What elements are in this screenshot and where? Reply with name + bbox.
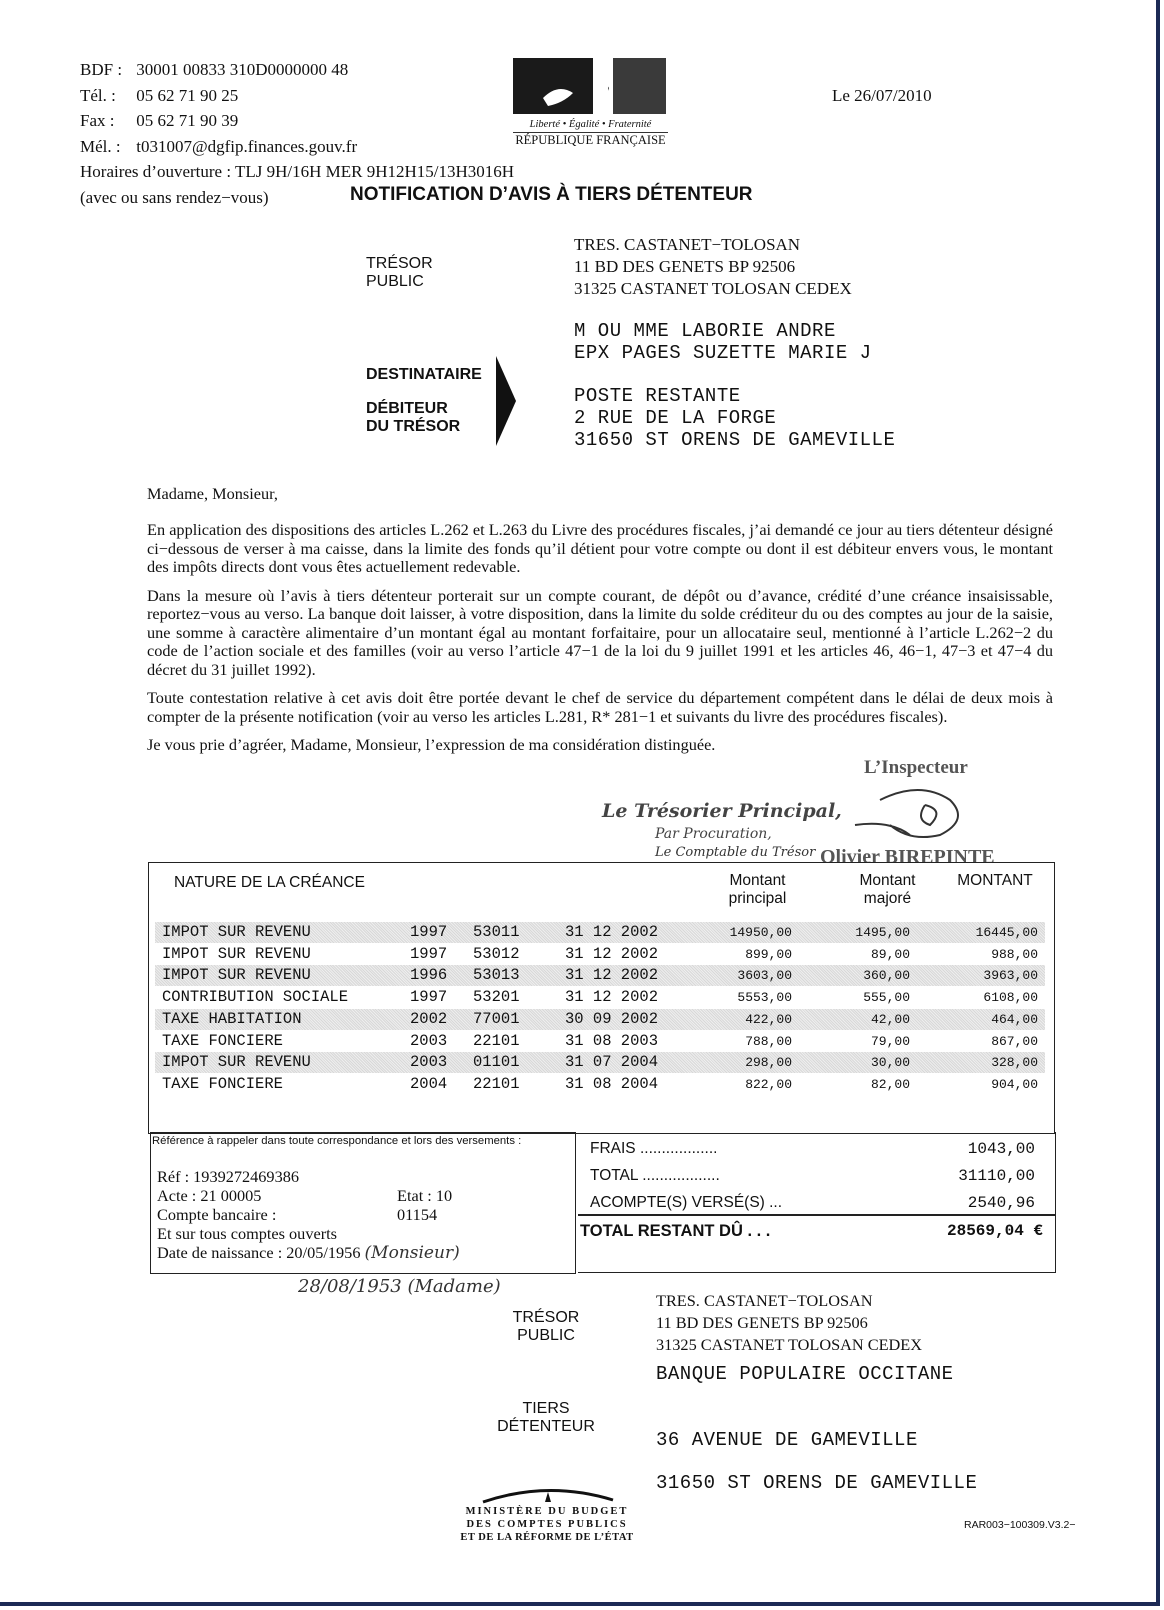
opening-hours: Horaires d’ouverture : TLJ 9H/16H MER 9H12H15/13H3016H [80, 162, 515, 181]
handwritten-monsieur: (Monsieur) [364, 1243, 460, 1263]
republique-logo [513, 58, 668, 148]
sender-address [574, 234, 852, 300]
cell-date: 31 08 2003 [565, 1031, 659, 1050]
ministry-line: MINISTÈRE DU BUDGET [465, 1506, 629, 1517]
salutation: Madame, Monsieur, [147, 484, 278, 503]
table-row [155, 1074, 1045, 1095]
cell-date: 31 12 2002 [565, 988, 659, 1007]
ministry-line: ET DE LA RÉFORME DE L’ÉTAT [460, 1532, 634, 1543]
all-accounts-note: Et sur tous comptes ouverts [157, 1224, 337, 1243]
cell-nature: IMPOT SUR REVENU [162, 966, 311, 985]
recipient-name: EPX PAGES SUZETTE MARIE J [574, 342, 872, 364]
signature-printed: Le Comptable du Trésor [655, 845, 816, 860]
address-line: 31325 CASTANET TOLOSAN CEDEX [574, 279, 852, 298]
totals-divider [578, 1214, 1055, 1216]
cell-year: 1997 [410, 944, 448, 963]
label-line: TIERS [522, 1400, 570, 1417]
cell-montant: 867,00 [991, 1033, 1038, 1049]
sender-label [366, 255, 433, 291]
letter-body [147, 521, 1053, 765]
stamp-title: Le Trésorier Principal, [602, 800, 842, 822]
address-line: 2 RUE DE LA FORGE [574, 407, 777, 429]
cell-principal: 3603,00 [737, 968, 792, 984]
debtor-label-line: DU TRÉSOR [366, 418, 461, 435]
table-row [155, 1031, 1045, 1052]
cell-date: 31 12 2002 [565, 944, 659, 963]
appointment-note: (avec ou sans rendez−vous) [80, 187, 269, 207]
tel-value: 05 62 71 90 25 [136, 85, 239, 105]
recipient-address [574, 385, 895, 451]
handwritten-madame: 28/08/1953 (Madame) [298, 1276, 501, 1297]
address-line: TRES. CASTANET−TOLOSAN [574, 235, 801, 254]
etat-number: Etat : 10 01154 [397, 1186, 453, 1224]
header-line: majoré [863, 890, 912, 907]
cell-year: 2003 [410, 1031, 448, 1050]
header-line: principal [728, 890, 787, 907]
debtor-label [366, 400, 460, 436]
cell-code: 53201 [473, 988, 520, 1007]
cell-principal: 14950,00 [729, 925, 792, 940]
cell-code: 22101 [473, 1031, 520, 1050]
cell-principal: 5553,00 [737, 990, 792, 1006]
cell-majore: 89,00 [870, 946, 910, 962]
total-value: 31110,00 [958, 1167, 1035, 1185]
tiers-sender-label [512, 1309, 580, 1345]
paragraph: En application des dispositions des articles L.262 et L.263 du Livre des procédures fiscales, j’ai demandé ce jour au tiers détenteur désigné ci−dessous de verser à ma caisse, dans la limite des fonds qu’il détient pour votre compte ou dont il est débiteur envers vous, le montant des impôts directs dont vous êtes actuellement redevable. [147, 520, 1053, 576]
cell-year: 2002 [410, 1009, 448, 1028]
header-line: Montant [729, 872, 786, 889]
cell-nature: TAXE FONCIERE [162, 1031, 283, 1050]
fax-value: 05 62 71 90 39 [136, 111, 239, 130]
cell-year: 1997 [410, 923, 448, 941]
acompte-value: 2540,96 [967, 1194, 1035, 1212]
cell-montant: 988,00 [991, 946, 1038, 962]
paragraph: Je vous prie d’agréer, Madame, Monsieur, l’expression de ma considération distinguée. [147, 735, 716, 754]
mel-value: t031007@dgfip.finances.gouv.fr [136, 136, 358, 156]
header-majore [850, 872, 925, 908]
header-line: Montant [859, 872, 916, 889]
cell-code: 77001 [473, 1009, 520, 1028]
recipient-names [574, 320, 872, 364]
frais-label: FRAIS .................. [590, 1140, 718, 1157]
cell-nature: CONTRIBUTION SOCIALE [162, 988, 349, 1007]
remaining-line [580, 1222, 1047, 1241]
cell-majore: 30,00 [870, 1055, 910, 1071]
cell-year: 2003 [410, 1053, 448, 1072]
acompte-label: ACOMPTE(S) VERSÉ(S) ... [590, 1194, 783, 1211]
header-montant: MONTANT [957, 872, 1033, 889]
cell-montant: 16445,00 [975, 925, 1038, 940]
cell-majore: 1495,00 [855, 925, 910, 940]
cell-date: 30 09 2002 [565, 1009, 659, 1028]
acompte-line [590, 1194, 1047, 1212]
cell-principal: 899,00 [745, 946, 792, 962]
address-line: TRES. CASTANET−TOLOSAN [656, 1291, 873, 1310]
reference-number: Réf : 1939272469386 [157, 1167, 299, 1186]
cell-montant: 6108,00 [983, 990, 1038, 1006]
cell-code: 53011 [473, 923, 520, 941]
birth-date: Date de naissance : 20/05/1956 [157, 1243, 361, 1262]
total-label: TOTAL .................. [590, 1167, 720, 1184]
paragraph: Toute contestation relative à cet avis doit être portée devant le chef de service du département compétent dans le délai de deux mois à compter de la présente notification (voir au verso les articles L.281, R* 281−1 et suivants du livre des procédures fiscales). [147, 688, 1053, 726]
debtor-label-line: DÉBITEUR [366, 400, 448, 417]
cell-year: 1996 [410, 966, 448, 985]
bank-address-city: 31650 ST ORENS DE GAMEVILLE [656, 1472, 978, 1494]
mel-label: Mél. : [80, 136, 121, 156]
bank-account-label: Compte bancaire : [157, 1205, 277, 1224]
cell-principal: 822,00 [745, 1076, 792, 1092]
bank-address-street: 36 AVENUE DE GAMEVILLE [656, 1429, 918, 1451]
ministry-line: DES COMPTES PUBLICS [466, 1519, 628, 1530]
cell-majore: 555,00 [863, 990, 910, 1006]
letter-date: Le 26/07/2010 [832, 86, 932, 105]
ministry-logo-icon [478, 1480, 618, 1504]
label-line: DÉTENTEUR [497, 1418, 595, 1435]
cell-date: 31 12 2002 [565, 923, 659, 941]
tiers-label [496, 1400, 596, 1436]
cell-principal: 298,00 [745, 1055, 792, 1071]
bank-name: BANQUE POPULAIRE OCCITANE [656, 1363, 954, 1385]
address-line: 11 BD DES GENETS BP 92506 [656, 1313, 868, 1332]
marianne-icon [513, 58, 668, 114]
stamp-procuration: Par Procuration, [655, 826, 772, 842]
reference-caption: Référence à rappeler dans toute correspondance et lors des versements : [152, 1135, 522, 1147]
label-line: PUBLIC [517, 1327, 575, 1344]
address-line: 31650 ST ORENS DE GAMEVILLE [574, 429, 896, 451]
remaining-label: TOTAL RESTANT DÛ . . . [580, 1222, 771, 1240]
sender-label-line: TRÉSOR [366, 255, 433, 272]
header-nature: NATURE DE LA CRÉANCE [174, 874, 365, 891]
header-principal [720, 872, 795, 908]
total-line [590, 1167, 1047, 1185]
cell-year: 1997 [410, 988, 448, 1007]
cell-nature: IMPOT SUR REVENU [162, 1053, 311, 1072]
address-line: 31325 CASTANET TOLOSAN CEDEX [656, 1335, 922, 1354]
sender-label-line: PUBLIC [366, 273, 424, 290]
recipient-label: DESTINATAIRE [366, 366, 482, 383]
ministry-name [452, 1505, 642, 1544]
cell-montant: 464,00 [991, 1011, 1038, 1027]
tiers-sender-address [656, 1290, 922, 1356]
address-line: POSTE RESTANTE [574, 385, 741, 407]
document-title: NOTIFICATION D’AVIS À TIERS DÉTENTEUR [350, 184, 753, 205]
cell-majore: 42,00 [870, 1011, 910, 1027]
arrow-right-icon [494, 356, 518, 446]
cell-code: 01101 [473, 1053, 520, 1072]
cell-principal: 422,00 [745, 1011, 792, 1027]
table-row [155, 965, 1045, 986]
handwritten-signature [850, 780, 980, 850]
bdf-value: 30001 00833 310D0000000 48 [136, 60, 349, 79]
cell-montant: 3963,00 [983, 968, 1038, 984]
cell-date: 31 08 2004 [565, 1074, 659, 1093]
cell-majore: 360,00 [863, 968, 910, 984]
paragraph: Dans la mesure où l’avis à tiers détenteur porterait sur un compte courant, de dépôt ou d’avance, crédité d’une créance insaisissable, reportez−vous au verso. La banque doit laisser, à votre disposition, dans la limite du solde créditeur du ou des comptes au jour de la saisie, une somme à caractère alimentaire d’un montant égal au montant forfaitaire, pour un allocataire seul, mentionné à l’article L.262−2 du code de l’action sociale et des familles (voir au verso l’article 47−1 de la loi du 9 juillet 1991 et les articles 46, 46−1, 47−3 et 47−4 du décret du 31 juillet 1992). [147, 585, 1053, 679]
cell-montant: 904,00 [991, 1076, 1038, 1092]
tel-label: Tél. : [80, 85, 116, 105]
cell-majore: 79,00 [870, 1033, 910, 1049]
table-row [155, 922, 1045, 943]
recipient-name: M OU MME LABORIE ANDRE [574, 320, 836, 342]
form-code: RAR003−100309.V3.2− [964, 1519, 1076, 1531]
cell-year: 2004 [410, 1074, 448, 1093]
frais-value: 1043,00 [967, 1140, 1035, 1158]
address-line: 11 BD DES GENETS BP 92506 [574, 257, 796, 276]
cell-code: 53013 [473, 966, 520, 985]
cell-code: 53012 [473, 944, 520, 963]
cell-nature: TAXE HABITATION [162, 1009, 302, 1028]
acte-number: Acte : 21 00005 [157, 1186, 262, 1205]
table-row [155, 1009, 1045, 1030]
cell-nature: IMPOT SUR REVENU [162, 923, 311, 941]
cell-nature: TAXE FONCIERE [162, 1074, 283, 1093]
cell-date: 31 07 2004 [565, 1053, 659, 1072]
remaining-value: 28569,04 € [946, 1222, 1043, 1240]
logo-motto: Liberté • Égalité • Fraternité [529, 119, 652, 130]
fax-label: Fax : [80, 111, 115, 130]
bdf-label: BDF : [80, 60, 123, 79]
inspector-title: L’Inspecteur [864, 757, 968, 778]
cell-majore: 82,00 [870, 1076, 910, 1092]
cell-nature: IMPOT SUR REVENU [162, 944, 311, 963]
frais-line [590, 1140, 1047, 1158]
reference-box [150, 1132, 576, 1274]
cell-principal: 788,00 [745, 1033, 792, 1049]
totals-box [578, 1132, 1056, 1273]
label-line: TRÉSOR [512, 1309, 580, 1326]
cell-code: 22101 [473, 1074, 520, 1093]
table-row [155, 987, 1045, 1008]
table-row [155, 944, 1045, 965]
logo-name: RÉPUBLIQUE FRANÇAISE [513, 132, 668, 148]
table-row [155, 1052, 1045, 1073]
inspector-name: Olivier BIREPINTE [820, 846, 995, 868]
cell-date: 31 12 2002 [565, 966, 659, 985]
cell-montant: 328,00 [991, 1055, 1038, 1071]
